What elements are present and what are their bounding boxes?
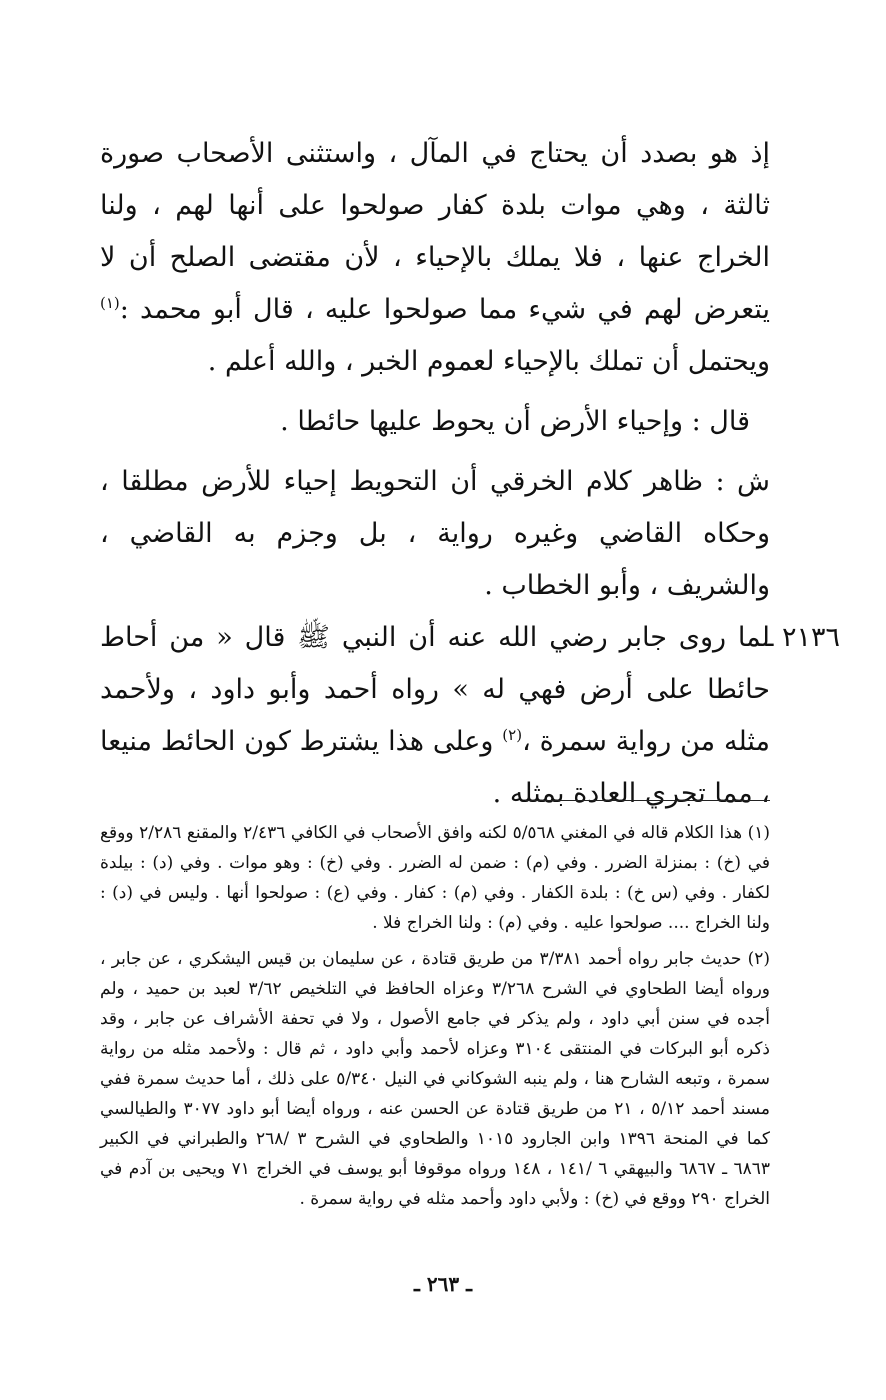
paragraph-1-end: ويحتمل أن تملك بالإحياء لعموم الخبر ، والله أعلم . — [207, 346, 770, 377]
item-text-end: وعلى هذا يشترط كون الحائط منيعا ، مما تجري العادة بمثله . — [100, 726, 770, 809]
footnote-2: (٢) حديث جابر رواه أحمد ٣/٣٨١ من طريق قتادة ، عن سليمان بن قيس اليشكري ، عن جابر ، ورواه أيضا الطحاوي في الشرح ٣/٢٦٨ وعزاه الحافظ في التلخيص ٣/٦٢ لعبد بن حميد ، ولم أجده في سنن أبي داود ، ولم يذكر في جامع الأصول ، ولا في تحفة الأشراف عن جابر ، وقد ذكره أبو البركات في المنتقى ٣١٠٤ وعزاه لأحمد وأبي داود ، ثم قال : ولأحمد مثله من رواية سمرة ، وتبعه الشارح هنا ، ولم ينبه الشوكاني في النيل ٥/٣٤٠ على ذلك ، أما حديث سمرة ففي مسند أحمد ٥/١٢ ، ٢١ من طريق قتادة عن الحسن عنه ، ورواه أيضا أبو داود ٣٠٧٧ والطيالسي كما في المنحة ١٣٩٦ وابن الجارود ١٠١٥ والطحاوي في الشرح ٣ /٢٦٨ والطبراني في الكبير ٦٨٦٣ ـ ٦٨٦٧ والبيهقي ٦ /١٤١ ، ١٤٨ ورواه موقوفا أبو يوسف في الخراج ٧١ ويحيى بن آدم في الخراج ٢٩٠ ووقع في (خ) : ولأبي داود وأحمد مثله في رواية سمرة . — [100, 949, 771, 1209]
paragraph-1 — [100, 128, 770, 388]
main-text — [100, 128, 840, 820]
page-number: ـ ٢٦٣ ـ — [414, 1272, 472, 1296]
footnote-ref-2[interactable]: (٢) — [502, 726, 523, 744]
footnotes — [100, 818, 770, 1220]
item-number: ٢١٣٦ ـ — [765, 622, 840, 653]
matn-heading: قال : وإحياء الأرض أن يحوط عليها حائطا . — [280, 406, 750, 437]
item-text: لما روى جابر رضي الله عنه أن النبي ﷺ قال « من أحاط حائطا على أرض فهي له » رواه أحمد وأبو داود ، ولأحمد مثله من رواية سمرة ، — [100, 622, 770, 757]
footnote-1: (١) هذا الكلام قاله في المغني ٥/٥٦٨ لكنه وافق الأصحاب في الكافي ٢/٤٣٦ والمقنع ٢/٢٨٦ ووقع في (خ) : بمنزلة الضرر . وفي (م) : ضمن له الضرر . وفي (خ) : وهو موات . وفي (د) : بيلدة لكفار . وفي (س خ) : بلدة الكفار . وفي (م) : كفار . وفي (ع) : صولحوا أنها . وليس في (د) : ولنا الخراج .... صولحوا عليه . وفي (م) : ولنا الخراج فلا . — [100, 823, 771, 933]
footnote-ref-1[interactable]: (١) — [100, 294, 120, 312]
commentary-paragraph: ش : ظاهر كلام الخرقي أن التحويط إحياء للأرض مطلقا ، وحكاه القاضي وغيره رواية ، بل وجزم به القاضي ، والشريف ، وأبو الخطاب . — [100, 466, 771, 601]
footnote-divider — [525, 800, 770, 801]
numbered-item — [100, 612, 840, 820]
paragraph-1-text: إذ هو بصدد أن يحتاج في المآل ، واستثنى الأصحاب صورة ثالثة ، وهي موات بلدة كفار صولحوا على أنها لهم ، ولنا الخراج عنها ، فلا يملك بالإحياء ، لأن مقتضى الصلح أن لا يتعرض لهم في شيء مما صولحوا عليه ، قال أبو محمد : — [100, 138, 770, 325]
